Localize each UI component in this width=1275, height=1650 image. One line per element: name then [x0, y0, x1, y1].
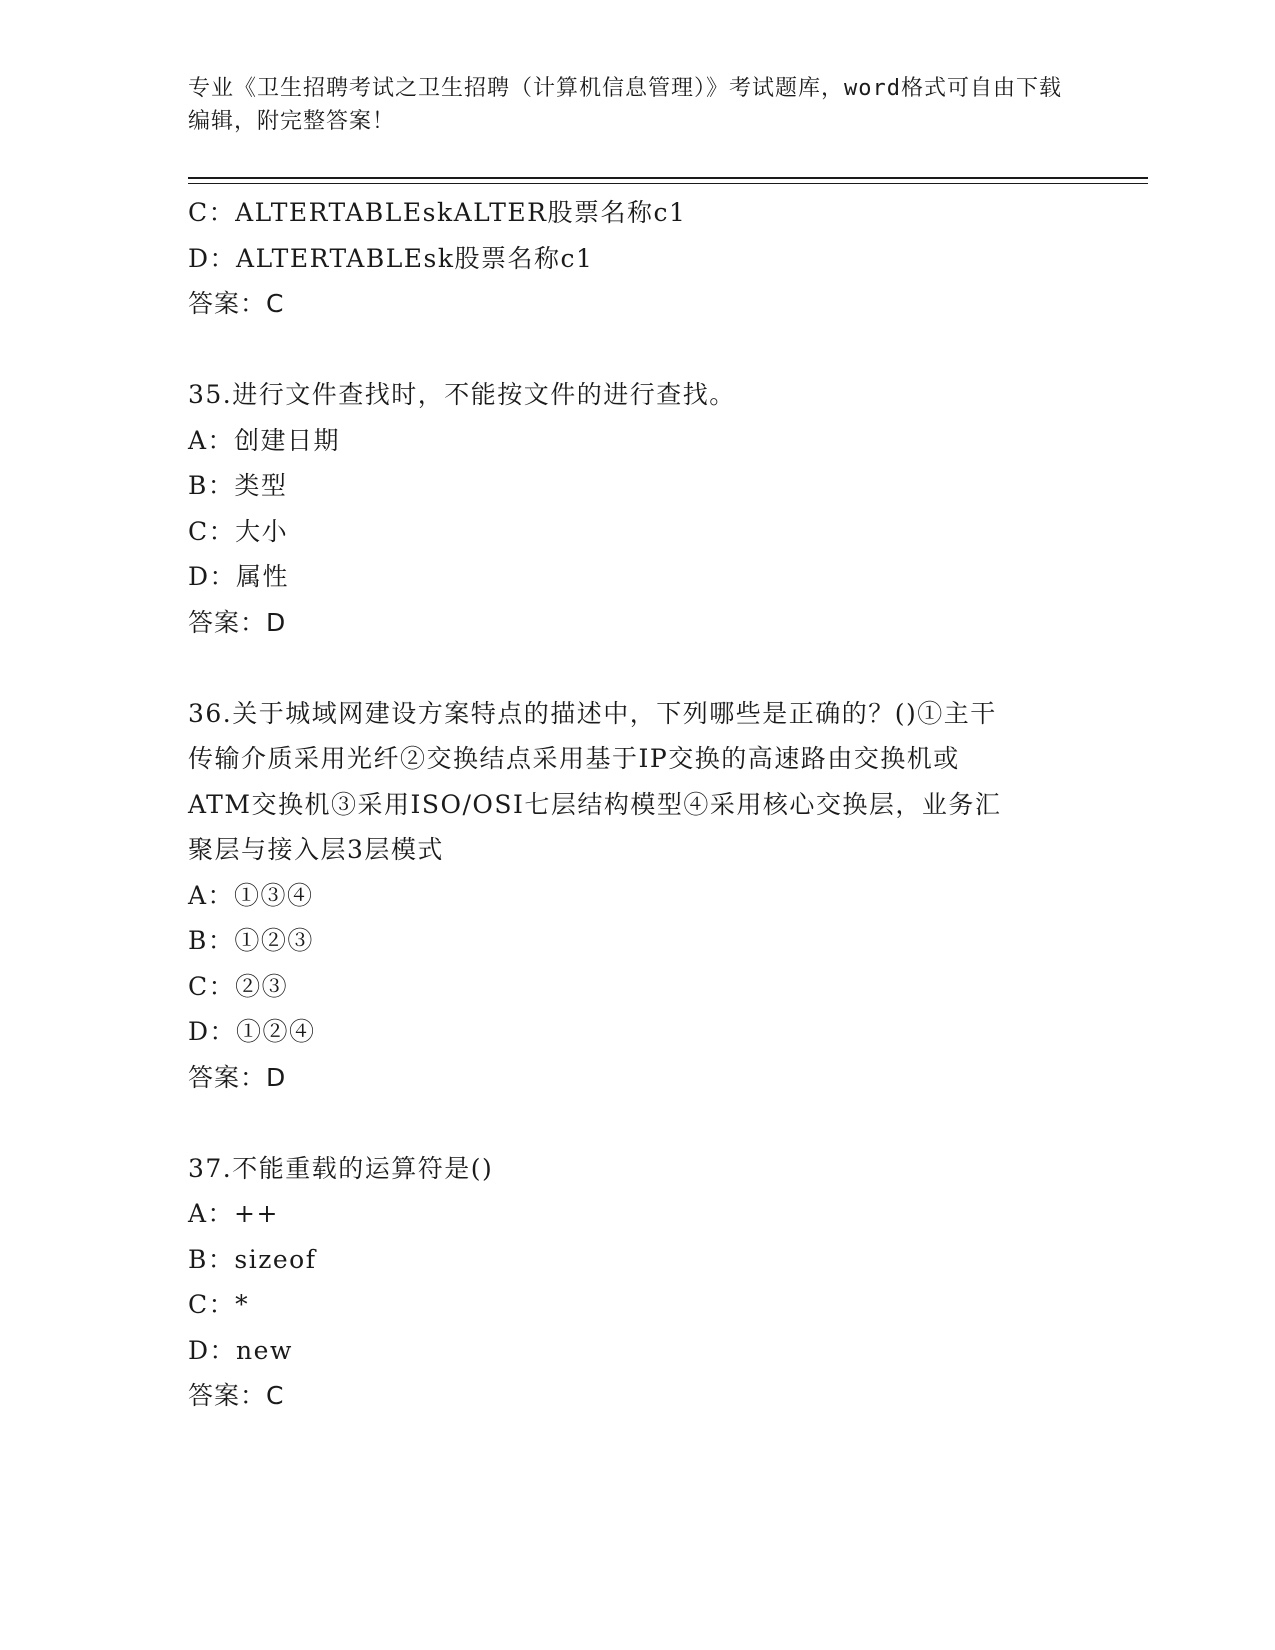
answer: 答案：D — [188, 607, 287, 637]
option-b: B：类型 — [188, 471, 288, 500]
question-stem-line-4: 聚层与接入层3层模式 — [188, 835, 444, 864]
option-a: A：创建日期 — [188, 425, 341, 455]
header-divider-thick — [188, 177, 1148, 179]
spacer — [188, 645, 1068, 691]
option-c: C：②③ — [188, 971, 289, 1001]
option-d: D：①②④ — [188, 1017, 316, 1046]
question-34-continued — [188, 190, 1068, 327]
spacer — [188, 327, 1068, 373]
question-stem-line-2: 传输介质采用光纤②交换结点采用基于IP交换的高速路由交换机或 — [188, 744, 960, 773]
answer: 答案：C — [188, 1381, 285, 1410]
answer: 答案：D — [188, 1062, 287, 1092]
option-a: A：①③④ — [188, 880, 314, 910]
header-text: 专业《卫生招聘考试之卫生招聘（计算机信息管理）》考试题库，word格式可自由下载编辑，附完整答案！ — [188, 76, 1062, 134]
option-a: A：++ — [188, 1199, 279, 1228]
question-35 — [188, 372, 1068, 645]
question-36 — [188, 691, 1068, 1101]
question-stem: 35.进行文件查找时，不能按文件的进行查找。 — [188, 380, 736, 409]
option-c: C：大小 — [188, 516, 289, 546]
answer: 答案：C — [188, 289, 285, 318]
option-d: D：new — [188, 1335, 293, 1365]
option-c: C：ALTERTABLEskALTER股票名称c1 — [188, 198, 687, 227]
question-stem: 37.不能重载的运算符是() — [188, 1153, 494, 1183]
question-stem-line-1: 36.关于城域网建设方案特点的描述中，下列哪些是正确的？()①主干 — [188, 698, 997, 728]
document-header — [188, 72, 1068, 138]
question-37 — [188, 1146, 1068, 1419]
option-c: C：* — [188, 1290, 250, 1319]
option-d: D：属性 — [188, 562, 290, 591]
question-list — [188, 190, 1068, 1419]
spacer — [188, 1100, 1068, 1146]
option-b: B：①②③ — [188, 926, 314, 955]
question-stem-line-3: ATM交换机③采用ISO/OSI七层结构模型④采用核心交换层，业务汇 — [188, 789, 1002, 819]
header-divider-thin — [188, 183, 1148, 184]
option-d: D：ALTERTABLEsk股票名称c1 — [188, 243, 594, 273]
option-b: B：sizeof — [188, 1244, 317, 1274]
